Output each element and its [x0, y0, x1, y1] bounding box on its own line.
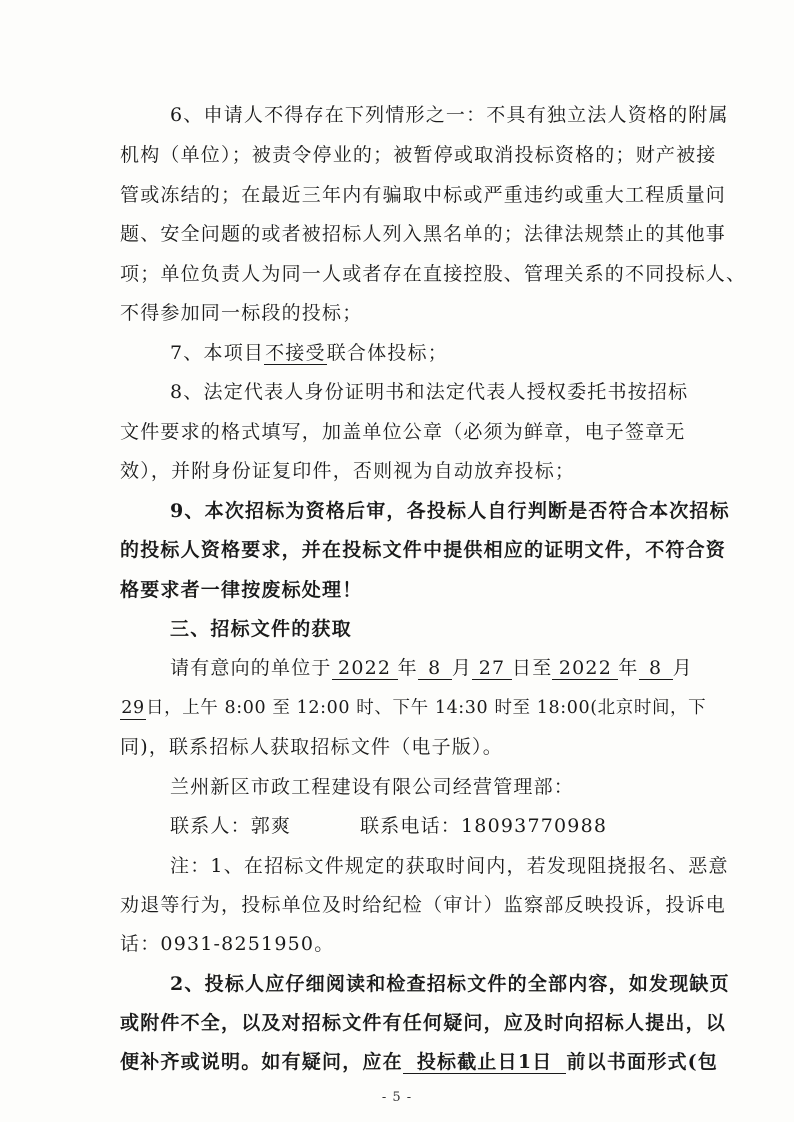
item-6-line-4: 题、安全问题的或者被招标人列入黑名单的；法律法规禁止的其他事 [120, 223, 727, 245]
acquire-month-char-1: 月 [451, 657, 473, 679]
note-2-underlined: 投标截止日1日 [403, 1051, 567, 1074]
acquire-year-char-1: 年 [397, 657, 418, 679]
acquire-ri-zhi: 日至 [512, 657, 553, 679]
contact-person: 联系人：郭爽 [170, 815, 292, 837]
item-9-line-3: 格要求者一律按废标处理！ [120, 579, 363, 601]
item-8-line-3: 效），并附身份证复印件，否则视为自动放弃投标； [120, 460, 576, 482]
acquire-prefix: 请有意向的单位于 [170, 657, 332, 679]
acquire-day-1: 27 [472, 657, 512, 680]
acquire-line-2 [120, 696, 706, 720]
acquire-year-2: 2022 [552, 657, 618, 680]
item-6-line-1: 6、申请人不得存在下列情形之一：不具有独立法人资格的附属 [170, 104, 729, 126]
page-number: - 5 - [381, 1090, 413, 1105]
note-1-line-2: 劝退等行为，投标单位及时给纪检（审计）监察部反映投诉，投诉电 [120, 894, 727, 916]
acquire-year-char-2: 年 [618, 657, 639, 679]
note-1-line-1: 注：1、在招标文件规定的获取时间内，若发现阻挠报名、恶意 [170, 855, 729, 877]
item-7-suffix: 联合体投标； [326, 342, 448, 364]
item-6-line-2: 机构（单位）；被责令停业的；被暂停或取消投标资格的；财产被接 [120, 144, 717, 166]
item-7-underlined: 不接受 [265, 342, 326, 364]
item-6-line-3: 管或冻结的；在最近三年内有骗取中标或严重违约或重大工程质量问 [120, 184, 727, 206]
acquire-time-text: 日，上午 8:00 至 12:00 时、下午 14:30 时至 18:00(北京时间，下 [146, 698, 707, 718]
acquire-year-1: 2022 [332, 657, 398, 680]
note-2-line-2: 或附件不全，以及对招标文件有任何疑问，应及时向招标人提出，以 [120, 1012, 727, 1034]
acquire-month-char-2: 月 [672, 657, 693, 679]
item-9-line-1: 9、本次招标为资格后审，各投标人自行判断是否符合本次招标 [170, 500, 730, 522]
note-2-suffix: 前以书面形式(包 [566, 1051, 719, 1073]
item-7-prefix: 7、本项目 [170, 342, 265, 364]
note-2-prefix: 便补齐或说明。如有疑问，应在 [120, 1051, 403, 1073]
note-1-line-3: 话：0931-8251950。 [120, 933, 335, 955]
item-6-line-5: 项；单位负责人为同一人或者存在直接控股、管理关系的不同投标人、 [120, 263, 747, 285]
note-2-line-3 [120, 1050, 718, 1074]
acquire-month-2: 8 [639, 657, 673, 680]
acquire-day-2: 29 [121, 698, 145, 718]
contact-phone: 联系电话：18093770988 [360, 815, 608, 837]
section-3-heading: 三、招标文件的获取 [170, 618, 352, 640]
item-9-line-2: 的投标人资格要求，并在投标文件中提供相应的证明文件，不符合资 [120, 539, 727, 561]
acquire-month-1: 8 [418, 657, 452, 680]
department-name: 兰州新区市政工程建设有限公司经营管理部： [170, 776, 575, 798]
note-2-line-1: 2、投标人应仔细阅读和检查招标文件的全部内容，如发现缺页 [170, 973, 730, 995]
acquire-line-1 [170, 656, 693, 680]
item-8-line-1: 8、法定代表人身份证明书和法定代表人授权委托书按招标 [170, 381, 689, 403]
item-8-line-2: 文件要求的格式填写，加盖单位公章（必须为鲜章，电子签章无 [120, 421, 686, 443]
acquire-line-3: 同)，联系招标人获取招标文件（电子版）。 [120, 736, 503, 758]
item-6-line-6: 不得参加同一标段的投标； [120, 302, 363, 324]
item-7 [170, 341, 448, 365]
